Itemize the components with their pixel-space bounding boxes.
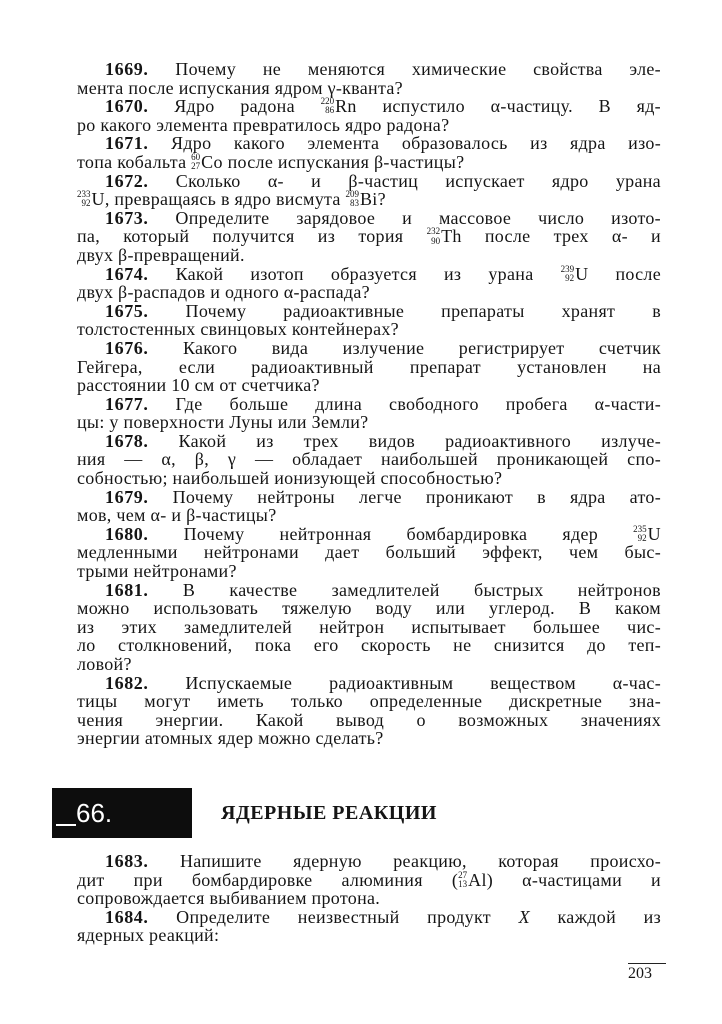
problem-1675 (77, 302, 661, 339)
problem-number: 1671. (105, 133, 149, 154)
section-number: 66. (76, 798, 113, 828)
element-symbol: U (575, 263, 589, 284)
text-segment: каждой из (529, 906, 661, 927)
problem-number: 1683. (105, 851, 149, 871)
text-segment: испустило α-частицу. В яд- (356, 96, 661, 117)
mass-number: 209 (345, 189, 359, 200)
text-segment: из этих замедлителей нейтрон испытывает большее чис- (77, 616, 661, 637)
problem-number: 1672. (105, 170, 149, 191)
text-line (77, 395, 661, 414)
text-segment: ло столкновений, пока его скорость не снизится до теп- (77, 635, 661, 656)
problem-number: 1682. (105, 672, 149, 693)
section-title: ЯДЕРНЫЕ РЕАКЦИИ (221, 802, 437, 824)
text-line (77, 926, 661, 945)
text-segment: после трех α- и (461, 226, 661, 247)
charge-number: 90 (431, 235, 441, 246)
problem-number: 1680. (105, 523, 149, 544)
text-segment: В качестве замедлителей быстрых нейтронов (182, 579, 661, 600)
element-symbol: Th (441, 226, 462, 247)
text-segment: двух β-превращений. (77, 244, 245, 265)
text-segment: энергии атомных ядер можно сделать? (77, 728, 384, 749)
text-segment: Какой изотоп образуется из урана (175, 263, 561, 284)
text-segment: ядерных реакций: (77, 925, 220, 946)
text-segment: па, который получится из тория (77, 226, 427, 247)
section-dash (56, 824, 76, 826)
isotope-notation (321, 96, 357, 116)
text-segment: мента после испускания ядром γ-кванта? (77, 77, 403, 98)
problem-1669 (77, 60, 661, 97)
text-line (77, 618, 661, 637)
text-segment: Почему не меняются химические свойства эле- (175, 59, 661, 79)
charge-number: 13 (458, 878, 468, 889)
text-segment: ловой? (77, 654, 132, 674)
text-line (77, 692, 661, 711)
text-segment: двух β-распадов и одного α-распада? (77, 282, 370, 303)
text-line (77, 871, 661, 890)
text-line (77, 60, 661, 79)
text-segment: Испускаемые радиоактивным веществом α-час- (185, 672, 661, 693)
isotope-notation (458, 870, 487, 890)
charge-number: 92 (565, 272, 575, 283)
italic-variable: X (518, 906, 530, 927)
problem-number: 1678. (105, 430, 149, 451)
section-number-box (52, 788, 192, 838)
text-segment: можно использовать тяжелую воду или углерод. В каком (77, 598, 661, 619)
problem-1677 (77, 395, 661, 432)
charge-number: 86 (325, 105, 335, 116)
mass-number: 60 (191, 151, 201, 162)
isotope-indices (191, 153, 200, 172)
text-line (77, 358, 661, 377)
text-line (77, 134, 661, 153)
text-segment: Почему нейтроны легче проникают в ядра ато- (172, 486, 661, 507)
text-segment: после (588, 263, 662, 284)
text-segment: Где больше длина свободного пробега α-части- (175, 393, 661, 414)
text-line (77, 79, 661, 98)
text-segment: Почему нейтронная бомбардировка ядер (183, 523, 634, 544)
text-line (77, 636, 661, 655)
isotope-indices (345, 190, 359, 209)
text-segment: ? (377, 189, 386, 210)
text-segment: топа кобальта (77, 151, 192, 172)
isotope-indices (427, 227, 441, 246)
problem-number: 1673. (105, 207, 149, 228)
text-line (77, 525, 661, 544)
text-line (77, 543, 661, 562)
text-line (77, 339, 661, 358)
text-segment: тицы могут иметь только определенные дискретные зна- (77, 691, 661, 712)
text-line (77, 599, 661, 618)
text-line (77, 655, 661, 674)
text-segment: собностью; наибольшей ионизующей способностью? (77, 468, 503, 489)
problem-1674 (77, 265, 661, 302)
text-line (77, 432, 661, 451)
problems-list-bottom (77, 852, 661, 945)
text-line (77, 376, 661, 395)
isotope-notation (633, 524, 661, 544)
text-line (77, 283, 661, 302)
text-line (77, 711, 661, 730)
text-line (77, 889, 661, 908)
text-segment: после испускания β-частицы? (222, 151, 465, 172)
problem-number: 1675. (105, 300, 149, 321)
charge-number: 92 (81, 198, 91, 209)
problem-1673 (77, 209, 661, 265)
text-segment: Какой из трех видов радиоактивного излуче- (178, 430, 662, 451)
problem-1672 (77, 172, 661, 209)
text-line (77, 97, 661, 116)
element-symbol: U (647, 523, 661, 544)
isotope-notation (561, 264, 589, 284)
problems-list-top (77, 60, 661, 748)
text-segment: Напишите ядерную реакцию, которая происхо- (179, 851, 661, 871)
text-segment: Сколько α- и β-частиц испускает ядро урана (175, 170, 661, 191)
mass-number: 239 (560, 263, 575, 274)
problem-1682 (77, 674, 661, 748)
charge-number: 27 (191, 161, 201, 172)
element-symbol: Rn (335, 96, 357, 117)
mass-number: 220 (320, 96, 335, 107)
charge-number: 83 (349, 198, 359, 209)
text-segment: Почему радиоактивные препараты хранят в (185, 300, 661, 321)
element-symbol: Bi (359, 189, 378, 210)
isotope-notation (191, 152, 223, 172)
element-symbol: U (91, 189, 105, 210)
mass-number: 232 (426, 226, 441, 237)
text-segment: ро какого элемента превратилось ядро радона? (77, 114, 450, 135)
text-line (77, 908, 661, 927)
isotope-indices (633, 525, 647, 544)
problem-number: 1674. (105, 263, 149, 284)
text-segment: дит при бомбардировке алюминия ( (77, 869, 459, 890)
problem-1679 (77, 488, 661, 525)
problem-number: 1681. (105, 579, 149, 600)
text-segment: ния — α, β, γ — обладает наибольшей проникающей спо- (77, 449, 661, 470)
isotope-indices (458, 871, 467, 890)
text-line (77, 209, 661, 228)
text-segment: Определите неизвестный продукт (176, 906, 519, 927)
problem-1680 (77, 525, 661, 581)
text-segment: расстоянии 10 см от счетчика? (77, 375, 320, 396)
mass-number: 233 (77, 189, 91, 200)
problem-number: 1669. (105, 59, 149, 79)
page-number: 203 (628, 963, 666, 983)
problem-number: 1679. (105, 486, 149, 507)
text-segment: Ядро радона (174, 96, 321, 117)
text-segment: Какого вида излучение регистрирует счетчик (182, 337, 661, 358)
text-segment: Гейгера, если радиоактивный препарат установлен на (77, 356, 661, 377)
text-line (77, 488, 661, 507)
text-line (77, 581, 661, 600)
problem-number: 1684. (105, 906, 149, 927)
text-segment: Ядро какого элемента образовалось из ядра изо- (171, 133, 661, 154)
text-line (77, 116, 661, 135)
problem-1671 (77, 134, 661, 171)
text-line (77, 729, 661, 748)
mass-number: 235 (633, 523, 647, 534)
problem-1681 (77, 581, 661, 674)
text-segment: ) α-частицами и (486, 869, 661, 890)
text-line (77, 674, 661, 693)
isotope-indices (77, 190, 91, 209)
charge-number: 92 (637, 533, 647, 544)
problem-1670 (77, 97, 661, 134)
problem-1683 (77, 852, 661, 908)
text-line (77, 190, 661, 209)
problem-1678 (77, 432, 661, 488)
mass-number: 27 (458, 869, 468, 880)
text-segment: , превращаясь в ядро висмута (104, 189, 346, 210)
problem-1684 (77, 908, 661, 945)
text-line (77, 246, 661, 265)
text-line (77, 153, 661, 172)
text-line (77, 852, 661, 871)
text-segment: цы: у поверхности Луны или Земли? (77, 412, 369, 433)
text-line (77, 469, 661, 488)
text-segment: Определите зарядовое и массовое число изото- (175, 207, 661, 228)
text-line (77, 413, 661, 432)
isotope-notation (427, 226, 462, 246)
text-line (77, 302, 661, 321)
element-symbol: Co (201, 151, 223, 172)
isotope-indices (321, 97, 335, 116)
text-segment: трыми нейтронами? (77, 561, 237, 582)
element-symbol: Al (468, 869, 487, 890)
text-segment: толстостенных свинцовых контейнерах? (77, 319, 399, 340)
text-line (77, 320, 661, 339)
problem-number: 1676. (105, 337, 149, 358)
text-segment: чения энергии. Какой вывод о возможных значениях (77, 709, 661, 730)
problem-number: 1677. (105, 393, 149, 414)
text-line (77, 562, 661, 581)
text-segment: сопровождается выбиванием протона. (77, 888, 381, 909)
isotope-indices (561, 265, 575, 284)
text-segment: мов, чем α- и β-частицы? (77, 505, 277, 526)
isotope-notation (77, 189, 105, 209)
text-line (77, 506, 661, 525)
isotope-notation (345, 189, 377, 209)
problem-number: 1670. (105, 96, 149, 117)
text-line (77, 172, 661, 191)
text-segment: медленными нейтронами дает больший эффект, чем быс- (77, 542, 661, 563)
text-line (77, 265, 661, 284)
problem-1676 (77, 339, 661, 395)
text-line (77, 450, 661, 469)
text-line (77, 227, 661, 246)
